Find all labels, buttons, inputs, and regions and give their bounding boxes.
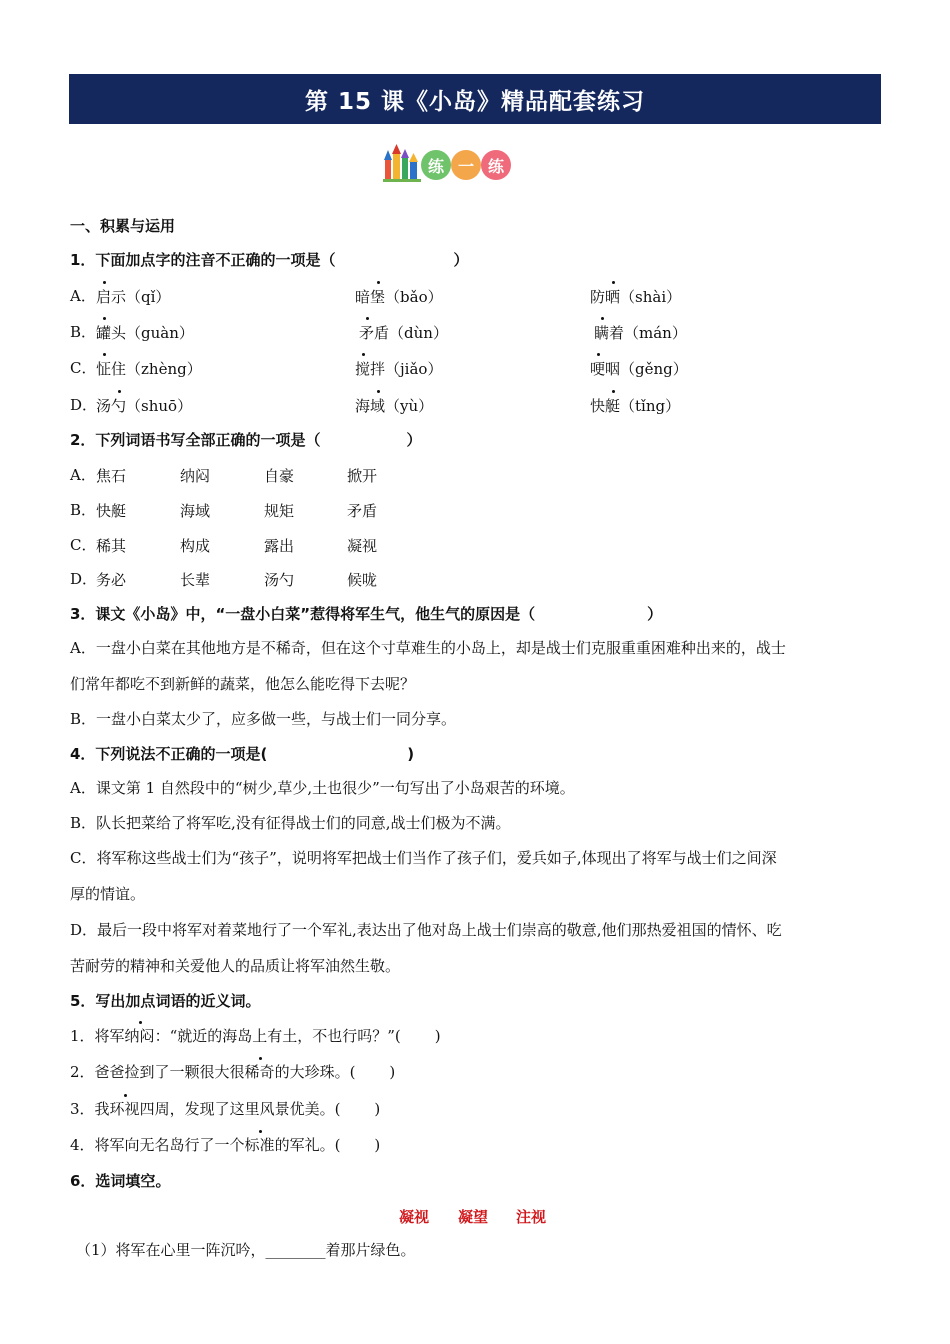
badge-char-1: 练 — [421, 150, 451, 180]
q2-d-w2: 长辈 — [180, 571, 211, 589]
q2-a-w2: 纳闷 — [180, 467, 211, 485]
q1-row-c: C． — [70, 359, 97, 377]
q1-d-1: 汤勺（shuō） — [96, 397, 193, 415]
question-3-stem: 3．课文《小岛》中，“一盘小白菜”惹得将军生气，他生气的原因是（ ） — [70, 605, 663, 623]
q3-option-b: B．一盘小白菜太少了，应多做一些，与战士们一同分享。 — [70, 710, 457, 728]
q2-row-c-label: C． — [70, 536, 97, 554]
q1-d-3: 快艇（tǐng） — [590, 397, 681, 415]
q4-option-d-line2: 苦耐劳的精神和关爱他人的品质让将军油然生敬。 — [70, 957, 401, 975]
q2-d-w4: 候咙 — [347, 571, 378, 589]
q1-row-d: D． — [70, 396, 98, 414]
question-1-stem: 1．下面加点字的注音不正确的一项是（ ） — [70, 251, 469, 269]
q2-b-w4: 矛盾 — [347, 502, 378, 520]
q1-a-2: 暗堡（bǎo） — [355, 288, 443, 306]
q2-c-w3: 露出 — [264, 537, 295, 555]
q1-c-2: 搅拌（jiǎo） — [355, 360, 443, 378]
q3-option-a-line1: A．一盘小白菜在其他地方是不稀奇，但在这个寸草难生的小岛上，却是战士们克服重重困难种出来的，战士 — [70, 639, 786, 657]
q2-b-w1: 快艇 — [96, 502, 127, 520]
q2-row-d-label: D． — [70, 570, 98, 588]
q2-row-a-label: A． — [70, 466, 96, 484]
q2-a-w4: 掀开 — [347, 467, 378, 485]
q2-b-w3: 规矩 — [264, 502, 295, 520]
castle-icon — [383, 144, 423, 182]
q1-row-b: B． — [70, 323, 97, 341]
q6-sentence-1: （1）将军在心里一阵沉吟，________着那片绿色。 — [76, 1241, 416, 1259]
badge-char-2: 一 — [451, 150, 481, 180]
q4-option-c-line1: C．将军称这些战士们为“孩子”，说明将军把战士们当作了孩子们，爱兵如子,体现出了将军与战士们之间深 — [70, 849, 777, 867]
q5-item-1: 1．将军纳闷：“就近的海岛上有土，不也行吗？”( ) — [70, 1027, 441, 1045]
question-2-stem: 2．下列词语书写全部正确的一项是（ ） — [70, 431, 422, 449]
q6-word-2: 凝望 — [458, 1208, 489, 1226]
question-4-stem: 4．下列说法不正确的一项是( ) — [70, 745, 415, 763]
q1-d-2: 海域（yù） — [355, 397, 434, 415]
q2-b-w2: 海域 — [180, 502, 211, 520]
q2-c-w4: 凝视 — [347, 537, 378, 555]
q1-b-1: 罐头（guàn） — [96, 324, 194, 342]
q5-item-4: 4．将军向无名岛行了一个标准的军礼。( ) — [70, 1136, 381, 1154]
q5-item-3: 3．我环视四周，发现了这里风景优美。( ) — [70, 1100, 381, 1118]
q5-item-2: 2．爸爸捡到了一颗很大很稀奇的大珍珠。( ) — [70, 1063, 396, 1081]
q2-a-w1: 焦石 — [96, 467, 127, 485]
q2-c-w2: 构成 — [180, 537, 211, 555]
q3-option-a-line2: 们常年都吃不到新鲜的蔬菜，他怎么能吃得下去呢？ — [70, 675, 416, 693]
q6-word-3: 注视 — [516, 1208, 547, 1226]
q4-option-a: A．课文第 1 自然段中的“树少,草少,土也很少”一句写出了小岛艰苦的环境。 — [70, 779, 575, 797]
q2-a-w3: 自豪 — [264, 467, 295, 485]
q2-d-w1: 务必 — [96, 571, 127, 589]
q1-a-3: 防晒（shài） — [590, 288, 682, 306]
q1-row-a: A． — [70, 287, 96, 305]
q2-row-b-label: B． — [70, 501, 97, 519]
q6-blank-1[interactable]: ________ — [265, 1241, 326, 1259]
q4-option-d-line1: D．最后一段中将军对着菜地行了一个军礼,表达出了他对岛上战士们崇高的敬意,他们那热爱祖国的情怀、吃 — [70, 921, 782, 939]
q6-word-1: 凝视 — [399, 1208, 430, 1226]
section-heading: 一、积累与运用 — [70, 217, 176, 235]
q1-b-2: 矛盾（dùn） — [359, 324, 448, 342]
practice-badge — [383, 144, 511, 182]
q1-b-3: 瞒着（mán） — [594, 324, 687, 342]
q2-c-w1: 稀其 — [96, 537, 127, 555]
question-6-stem: 6．选词填空。 — [70, 1172, 171, 1190]
question-5-stem: 5．写出加点词语的近义词。 — [70, 992, 261, 1010]
q1-c-1: 怔住（zhèng） — [96, 360, 202, 378]
page-title: 第 15 课《小岛》精品配套练习 — [69, 74, 881, 124]
q4-option-b: B．队长把菜给了将军吃,没有征得战士们的同意,战士们极为不满。 — [70, 814, 511, 832]
q4-option-c-line2: 厚的情谊。 — [70, 885, 146, 903]
q1-a-1: 启示（qǐ） — [96, 288, 171, 306]
q2-d-w3: 汤勺 — [264, 571, 295, 589]
q1-c-3: 哽咽（gěng） — [590, 360, 688, 378]
badge-char-3: 练 — [481, 150, 511, 180]
